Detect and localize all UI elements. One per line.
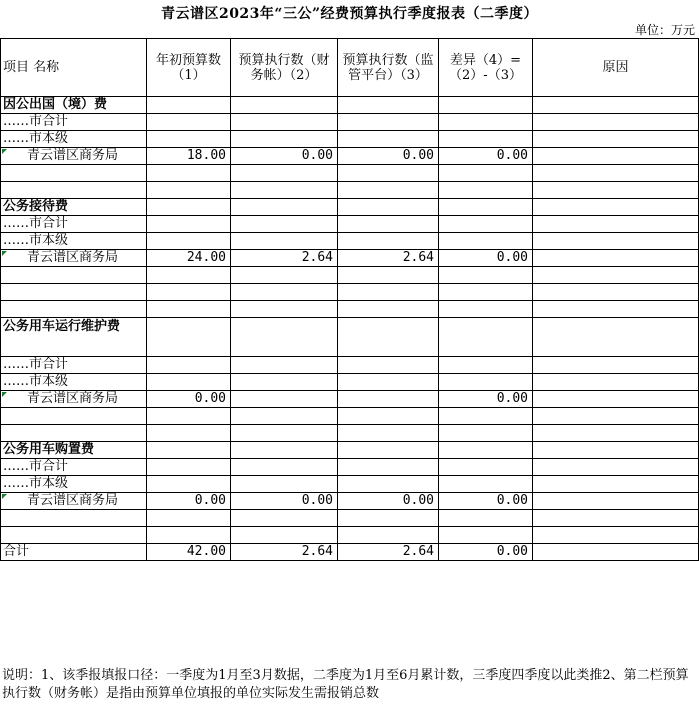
table-cell [1, 510, 147, 527]
value-cell: 2.64 [338, 250, 439, 267]
table-cell [338, 97, 439, 114]
table-cell [1, 301, 147, 318]
subtotal-row [1, 114, 699, 131]
header-col4: 差异（4）=（2）-（3） [439, 39, 533, 97]
city-total-label: ……市合计 [1, 357, 147, 374]
table-cell [533, 216, 699, 233]
table-cell [147, 182, 231, 199]
unit-row [1, 250, 699, 267]
table-cell [147, 199, 231, 216]
table-cell [147, 425, 231, 442]
table-cell [147, 408, 231, 425]
header-col3: 预算执行数（监管平台）（3） [338, 39, 439, 97]
unit-row [1, 148, 699, 165]
table-cell [231, 301, 338, 318]
table-cell [533, 425, 699, 442]
value-cell: 0.00 [147, 493, 231, 510]
unit-name [1, 493, 147, 510]
table-cell [338, 233, 439, 250]
table-cell [231, 199, 338, 216]
value-cell: 18.00 [147, 148, 231, 165]
section-name: 公务用车购置费 [1, 442, 147, 459]
city-level-label: ……市本级 [1, 131, 147, 148]
value-cell: 0.00 [231, 493, 338, 510]
subtotal-row [1, 374, 699, 391]
table-cell [533, 374, 699, 391]
reason-cell [533, 148, 699, 165]
total-value-cell: 42.00 [147, 544, 231, 561]
table-cell [338, 301, 439, 318]
table-cell [338, 267, 439, 284]
total-value-cell: 0.00 [439, 544, 533, 561]
unit-name-label: 青云谱区商务局 [27, 148, 119, 163]
reason-cell [533, 391, 699, 408]
report-title: 青云谱区2023年“三公”经费预算执行季度报表（二季度） [160, 6, 539, 22]
city-level-label: ……市本级 [1, 476, 147, 493]
unit-name-label: 青云谱区商务局 [27, 250, 119, 265]
reason-cell [533, 493, 699, 510]
section-row [1, 442, 699, 459]
blank-row [1, 165, 699, 182]
header-item: 项目 名称 [1, 39, 147, 97]
table-cell [147, 476, 231, 493]
table-cell [231, 267, 338, 284]
table-cell [439, 165, 533, 182]
city-level-label: ……市本级 [1, 374, 147, 391]
unit-name [1, 391, 147, 408]
table-cell [533, 527, 699, 544]
table-cell [147, 442, 231, 459]
table-cell [147, 165, 231, 182]
footnote: 说明：1、该季报填报口径：一季度为1月至3月数据，二季度为1月至6月累计数，三季度四季度以此类推2、第二栏预算执行数（财务帐）是指由预算单位填报的单位实际发生需报销总数 [2, 668, 689, 701]
cell-marker-icon [2, 494, 7, 499]
table-cell [439, 199, 533, 216]
unit-name-label: 青云谱区商务局 [27, 493, 119, 508]
table-cell [338, 131, 439, 148]
table-cell [439, 216, 533, 233]
unit-name [1, 250, 147, 267]
table-cell [147, 216, 231, 233]
table-cell [147, 301, 231, 318]
table-cell [1, 165, 147, 182]
table-cell [533, 442, 699, 459]
blank-row [1, 408, 699, 425]
table-cell [338, 425, 439, 442]
subtotal-row [1, 216, 699, 233]
table-cell [439, 267, 533, 284]
value-cell [231, 391, 338, 408]
table-cell [533, 476, 699, 493]
table-cell [231, 510, 338, 527]
section-name: 因公出国（境）费 [1, 97, 147, 114]
table-cell [533, 357, 699, 374]
unit-row [1, 493, 699, 510]
cell-marker-icon [2, 251, 7, 256]
table-cell [231, 425, 338, 442]
subtotal-row [1, 357, 699, 374]
table-cell [147, 114, 231, 131]
table-cell [338, 165, 439, 182]
total-label: 合计 [1, 544, 147, 561]
table-cell [147, 233, 231, 250]
table-cell [147, 131, 231, 148]
reason-cell [533, 250, 699, 267]
table-cell [533, 284, 699, 301]
table-cell [147, 267, 231, 284]
table-cell [439, 527, 533, 544]
table-cell [338, 199, 439, 216]
table-cell [231, 476, 338, 493]
budget-table [0, 38, 699, 561]
header-row [1, 39, 699, 97]
blank-row [1, 510, 699, 527]
total-value-cell: 2.64 [338, 544, 439, 561]
table-cell [439, 425, 533, 442]
table-cell [439, 301, 533, 318]
blank-row [1, 182, 699, 199]
table-cell [533, 97, 699, 114]
table-cell [231, 233, 338, 250]
table-cell [338, 476, 439, 493]
table-cell [338, 357, 439, 374]
subtotal-row [1, 476, 699, 493]
blank-row [1, 267, 699, 284]
table-cell [439, 357, 533, 374]
table-cell [439, 318, 533, 357]
section-row [1, 318, 699, 357]
table-cell [338, 216, 439, 233]
table-cell [533, 165, 699, 182]
header-col2: 预算执行数（财务帐）（2） [231, 39, 338, 97]
table-cell [231, 182, 338, 199]
table-cell [533, 267, 699, 284]
header-col5: 原因 [533, 39, 699, 97]
value-cell [338, 391, 439, 408]
table-cell [439, 97, 533, 114]
city-level-label: ……市本级 [1, 233, 147, 250]
table-cell [147, 97, 231, 114]
table-cell [533, 408, 699, 425]
table-cell [338, 510, 439, 527]
value-cell: 2.64 [231, 250, 338, 267]
table-cell [439, 114, 533, 131]
table-cell [439, 408, 533, 425]
blank-row [1, 425, 699, 442]
table-cell [147, 527, 231, 544]
table-cell [533, 510, 699, 527]
cell-marker-icon [2, 149, 7, 154]
table-cell [1, 425, 147, 442]
table-cell [231, 357, 338, 374]
value-cell: 0.00 [439, 493, 533, 510]
table-cell [439, 459, 533, 476]
section-row [1, 97, 699, 114]
table-cell [231, 527, 338, 544]
table-cell [231, 97, 338, 114]
total-row [1, 544, 699, 561]
blank-row [1, 301, 699, 318]
table-cell [533, 301, 699, 318]
table-cell [338, 408, 439, 425]
table-cell [231, 284, 338, 301]
blank-row [1, 284, 699, 301]
table-cell [147, 374, 231, 391]
table-cell [147, 284, 231, 301]
table-cell [439, 284, 533, 301]
table-cell [231, 459, 338, 476]
city-total-label: ……市合计 [1, 459, 147, 476]
table-cell [231, 318, 338, 357]
table-cell [231, 408, 338, 425]
table-cell [147, 510, 231, 527]
table-cell [1, 408, 147, 425]
total-value-cell: 2.64 [231, 544, 338, 561]
table-cell [1, 284, 147, 301]
table-cell [338, 527, 439, 544]
reason-cell [533, 544, 699, 561]
table-cell [439, 233, 533, 250]
table-cell [231, 131, 338, 148]
table-cell [147, 318, 231, 357]
city-total-label: ……市合计 [1, 114, 147, 131]
table-cell [533, 182, 699, 199]
section-name: 公务用车运行维护费 [1, 318, 147, 357]
table-cell [439, 442, 533, 459]
table-cell [338, 374, 439, 391]
value-cell: 24.00 [147, 250, 231, 267]
table-cell [533, 233, 699, 250]
value-cell: 0.00 [439, 391, 533, 408]
table-cell [231, 216, 338, 233]
unit-label: 单位：万元 [634, 23, 695, 37]
table-cell [338, 459, 439, 476]
value-cell: 0.00 [439, 250, 533, 267]
subtotal-row [1, 233, 699, 250]
table-cell [439, 374, 533, 391]
unit-row [1, 391, 699, 408]
table-cell [338, 442, 439, 459]
table-cell [439, 131, 533, 148]
table-cell [231, 374, 338, 391]
table-cell [533, 459, 699, 476]
table-cell [231, 442, 338, 459]
unit-name [1, 148, 147, 165]
value-cell: 0.00 [338, 148, 439, 165]
table-cell [439, 182, 533, 199]
value-cell: 0.00 [439, 148, 533, 165]
value-cell: 0.00 [231, 148, 338, 165]
section-name: 公务接待费 [1, 199, 147, 216]
table-cell [231, 114, 338, 131]
table-cell [439, 476, 533, 493]
unit-name-label: 青云谱区商务局 [27, 391, 119, 406]
table-cell [1, 527, 147, 544]
table-cell [231, 165, 338, 182]
section-row [1, 199, 699, 216]
table-cell [1, 267, 147, 284]
header-col1: 年初预算数（1） [147, 39, 231, 97]
subtotal-row [1, 131, 699, 148]
blank-row [1, 527, 699, 544]
value-cell: 0.00 [338, 493, 439, 510]
city-total-label: ……市合计 [1, 216, 147, 233]
table-cell [1, 182, 147, 199]
table-cell [533, 114, 699, 131]
table-cell [533, 131, 699, 148]
table-cell [439, 510, 533, 527]
table-cell [338, 182, 439, 199]
table-cell [533, 318, 699, 357]
table-cell [147, 459, 231, 476]
table-cell [533, 199, 699, 216]
cell-marker-icon [2, 392, 7, 397]
table-cell [338, 284, 439, 301]
table-cell [147, 357, 231, 374]
value-cell: 0.00 [147, 391, 231, 408]
subtotal-row [1, 459, 699, 476]
table-cell [338, 318, 439, 357]
table-cell [338, 114, 439, 131]
